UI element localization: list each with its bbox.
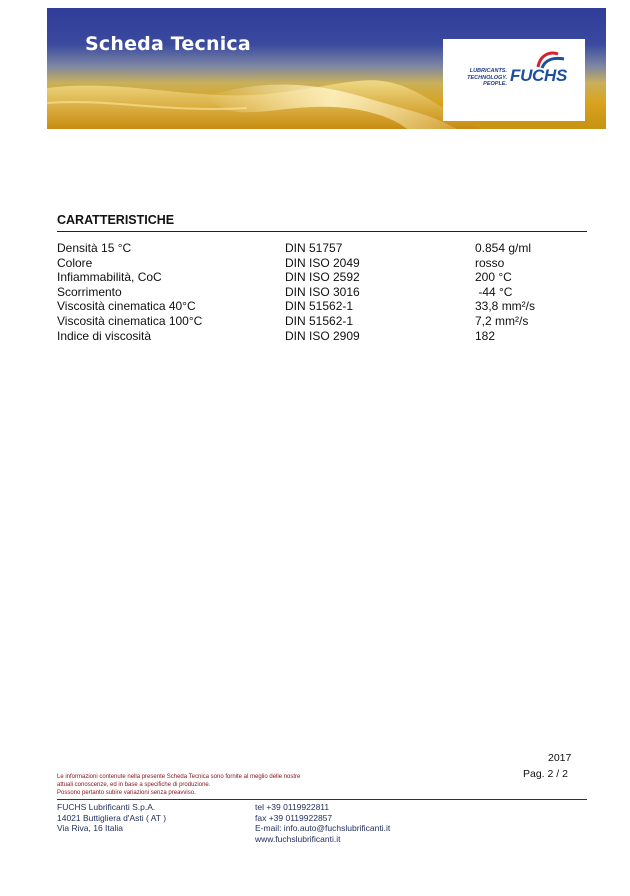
header-banner	[47, 8, 606, 129]
table-row	[57, 299, 587, 314]
fuchs-logo	[443, 39, 585, 121]
table-row	[57, 329, 587, 344]
footer-contacts	[255, 802, 390, 844]
website-link[interactable]: www.fuchslubrificanti.it	[255, 833, 341, 844]
property-value: 0.854 g/ml	[475, 241, 532, 255]
disclaimer-line: Possono pertanto subire variazioni senza preavviso.	[57, 790, 196, 796]
page-title: Scheda Tecnica	[85, 33, 251, 55]
test-method: DIN 51757	[285, 241, 343, 255]
table-row	[57, 270, 587, 285]
logo-brand: FUCHS	[510, 66, 568, 85]
property-name: Indice di viscosità	[57, 328, 152, 343]
table-row	[57, 314, 587, 329]
section-divider	[57, 231, 587, 232]
address-line: 14021 Buttigliera d'Asti ( AT )	[57, 812, 167, 823]
property-name: Colore	[57, 255, 93, 270]
table-row	[57, 285, 587, 300]
company-name: FUCHS Lubrificanti S.p.A.	[57, 802, 156, 812]
property-name: Infiammabilità, CoC	[57, 270, 162, 285]
table-row	[57, 256, 587, 271]
property-value: 7,2 mm²/s	[475, 313, 529, 328]
page-number: Pag. 2 / 2	[523, 768, 568, 780]
property-name: Viscosità cinematica 100°C	[57, 313, 203, 328]
document-year: 2017	[548, 752, 572, 764]
property-name: Scorrimento	[57, 284, 122, 299]
test-method: DIN ISO 2592	[285, 270, 360, 285]
test-method: DIN 51562-1	[285, 313, 354, 328]
property-name: Densità 15 °C	[57, 241, 132, 255]
property-value: rosso	[475, 255, 505, 270]
footer-address	[57, 802, 166, 834]
disclaimer-line: Le informazioni contenute nella presente Scheda Tecnica sono fornite al meglio delle nostre	[57, 774, 301, 780]
address-line: Via Riva, 16 Italia	[57, 823, 123, 834]
characteristics-table	[57, 241, 587, 343]
property-value: 33,8 mm²/s	[475, 299, 536, 314]
property-name: Viscosità cinematica 40°C	[57, 299, 196, 314]
footer-divider	[57, 799, 587, 800]
property-value: -44 °C	[475, 284, 513, 299]
disclaimer-line: attuali conoscenze, ed in base a specifiche di produzione.	[57, 782, 211, 788]
test-method: DIN ISO 3016	[285, 284, 360, 299]
property-value: 200 °C	[475, 270, 512, 285]
phone: tel +39 0119922811	[255, 802, 330, 812]
fax: fax +39 0119922857	[255, 812, 333, 823]
property-value: 182	[475, 328, 496, 343]
test-method: DIN ISO 2909	[285, 328, 360, 343]
test-method: DIN 51562-1	[285, 299, 354, 314]
disclaimer	[57, 773, 347, 797]
logo-tagline: LUBRICANTS. TECHNOLOGY. PEOPLE.	[467, 68, 507, 87]
test-method: DIN ISO 2049	[285, 255, 360, 270]
table-row	[57, 241, 587, 256]
section-title: CARATTERISTICHE	[57, 213, 175, 227]
email-link[interactable]: E-mail: info.auto@fuchslubrificanti.it	[255, 823, 391, 834]
